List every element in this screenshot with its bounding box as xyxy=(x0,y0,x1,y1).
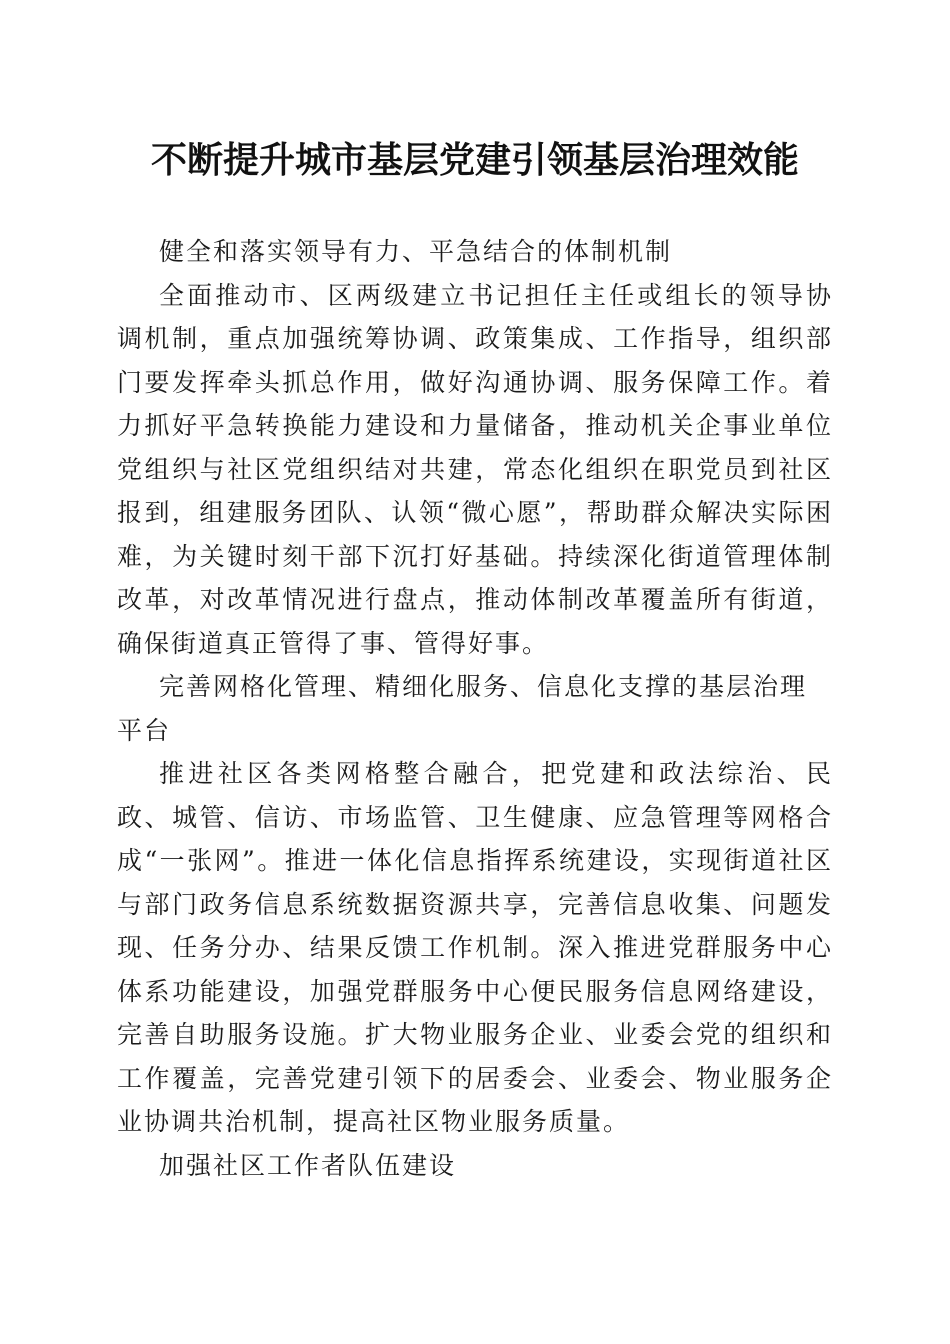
section-heading-2: 完善网格化管理、精细化服务、信息化支撑的基层治理平台 xyxy=(117,672,808,745)
section-paragraph-1: 全面推动市、区两级建立书记担任主任或组长的领导协调机制，重点加强统筹协调、政策集成、工作指导，组织部门要发挥牵头抓总作用，做好沟通协调、服务保障工作。着力抓好平急转换能力建设和力量储备，推动机关企事业单位党组织与社区党组织结对共建，常态化组织在职党员到社区报到，组建服务团队、认领“微心愿”，帮助群众解决实际困难，为关键时刻干部下沉打好基础。持续深化街道管理体制改革，对改革情况进行盘点，推动体制改革覆盖所有街道，确保街道真正管得了事、管得好事。 xyxy=(117,280,833,658)
document-title: 不断提升城市基层党建引领基层治理效能 xyxy=(150,139,799,181)
document-body xyxy=(117,230,833,1187)
section-heading-1: 健全和落实领导有力、平急结合的体制机制 xyxy=(159,237,673,266)
section-heading-3: 加强社区工作者队伍建设 xyxy=(159,1150,457,1180)
section-paragraph-2: 推进社区各类网格整合融合，把党建和政法综治、民政、城管、信访、市场监管、卫生健康、应急管理等网格合成“一张网”。推进一体化信息指挥系统建设，实现街道社区与部门政务信息系统数据资源共享，完善信息收集、问题发现、任务分办、结果反馈工作机制。深入推进党群服务中心体系功能建设，加强党群服务中心便民服务信息网络建设，完善自助服务设施。扩大物业服务企业、业委会党的组织和工作覆盖，完善党建引领下的居委会、业委会、物业服务企业协调共治机制，提高社区物业服务质量。 xyxy=(117,759,833,1136)
